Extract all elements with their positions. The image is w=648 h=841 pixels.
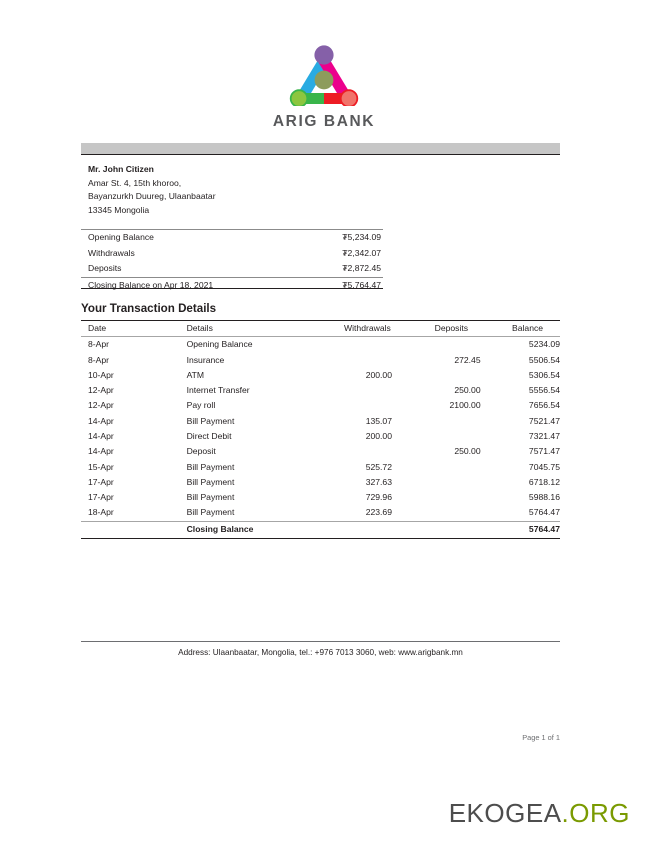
value-withdrawals: 135.07 (365, 415, 392, 426)
value-balance: 7656.54 (528, 400, 560, 411)
cell-details: Bill Payment (186, 415, 235, 426)
value-balance: 5506.54 (528, 354, 560, 365)
cell-deposits (428, 444, 505, 459)
value-deposits: 250.00 (454, 385, 481, 396)
cell-date: 15-Apr (88, 461, 114, 472)
value-withdrawals: 200.00 (365, 431, 392, 442)
value-balance: 7571.47 (528, 446, 560, 457)
cell-deposits (428, 459, 505, 474)
footer-divider (81, 641, 560, 642)
cell-details: Opening Balance (186, 339, 253, 350)
value-balance: 5988.16 (528, 492, 560, 503)
cell-details: Bill Payment (186, 476, 235, 487)
cell-balance (505, 368, 560, 383)
table-header-row (81, 321, 560, 337)
cell-date: 12-Apr (88, 400, 114, 411)
summary-row-closing-balance (81, 277, 383, 293)
summary-label: Withdrawals (88, 247, 135, 258)
cell-balance (505, 490, 560, 505)
summary-row-opening-balance (81, 230, 383, 246)
cell-deposits (428, 398, 505, 413)
cell-date: 17-Apr (88, 476, 114, 487)
cell-balance (505, 383, 560, 398)
value-balance: 6718.12 (528, 476, 560, 487)
cell-date: 8-Apr (88, 354, 110, 365)
header-divider-bar (81, 143, 560, 155)
bank-logo-block (0, 44, 648, 131)
value-balance: 7321.47 (528, 431, 560, 442)
column-header-withdrawals: Withdrawals (337, 321, 428, 337)
table-row (81, 398, 560, 413)
addressee-line-1: Amar St. 4, 15th khoroo, (88, 177, 182, 188)
table-row-closing-balance (81, 521, 560, 538)
cell-deposits (428, 475, 505, 490)
cell-withdrawals (337, 398, 428, 413)
addressee-block (88, 163, 408, 217)
summary-label: Opening Balance (88, 232, 154, 243)
cell-withdrawals (337, 459, 428, 474)
value-deposits: 250.00 (454, 446, 481, 457)
addressee-line-2: Bayanzurkh Duureg, Ulaanbaatar (88, 191, 216, 202)
transactions-body (81, 337, 560, 539)
table-row (81, 352, 560, 367)
cell-date: 12-Apr (88, 385, 114, 396)
value-withdrawals: 223.69 (365, 507, 392, 518)
cell-balance (505, 521, 560, 538)
cell-balance (505, 352, 560, 367)
cell-details: Deposit (186, 446, 216, 457)
summary-row-deposits (81, 261, 383, 277)
cell-details: Bill Payment (186, 507, 235, 518)
summary-amount: ₮5,234.09 (342, 232, 381, 243)
table-row (81, 429, 560, 444)
addressee-name: Mr. John Citizen (88, 164, 154, 174)
cell-date: 18-Apr (88, 507, 114, 518)
value-balance: 5306.54 (528, 369, 560, 380)
cell-withdrawals (337, 521, 428, 538)
value-withdrawals: 729.96 (365, 492, 392, 503)
value-deposits: 272.45 (454, 354, 481, 365)
table-row (81, 414, 560, 429)
cell-date: 10-Apr (88, 369, 114, 380)
summary-amount: ₮5,764.47 (303, 277, 383, 293)
cell-balance (505, 459, 560, 474)
summary-label: Deposits (88, 263, 122, 274)
summary-row-withdrawals (81, 246, 383, 262)
footer-contact-info: Address: Ulaanbaatar, Mongolia, tel.: +976 7013 3060, web: www.arigbank.mn (178, 648, 463, 657)
cell-details: Bill Payment (186, 461, 235, 472)
summary-label: Closing Balance on Apr 18, 2021 (81, 277, 303, 293)
watermark (449, 798, 630, 829)
cell-balance (505, 505, 560, 521)
cell-date: 14-Apr (88, 446, 114, 457)
cell-balance (505, 475, 560, 490)
table-row (81, 337, 560, 353)
cell-withdrawals (337, 368, 428, 383)
cell-deposits (428, 490, 505, 505)
cell-withdrawals (337, 490, 428, 505)
cell-deposits (428, 505, 505, 521)
cell-withdrawals (337, 414, 428, 429)
cell-withdrawals (337, 475, 428, 490)
value-balance: 5234.09 (528, 339, 560, 350)
cell-date: 14-Apr (88, 415, 114, 426)
cell-withdrawals (337, 337, 428, 353)
summary-amount: ₮2,872.45 (342, 263, 381, 274)
table-row (81, 490, 560, 505)
value-withdrawals: 525.72 (365, 461, 392, 472)
arig-bank-triangle-logo-icon (281, 44, 367, 106)
cell-date: 17-Apr (88, 492, 114, 503)
bank-wordmark: ARIG BANK (272, 113, 376, 130)
cell-withdrawals (337, 352, 428, 367)
table-row (81, 368, 560, 383)
cell-date: 8-Apr (88, 339, 110, 350)
cell-balance (505, 414, 560, 429)
table-row (81, 505, 560, 521)
watermark-suffix: .ORG (561, 798, 630, 828)
cell-deposits (428, 521, 505, 538)
balance-summary-table (81, 229, 383, 293)
value-deposits: 2100.00 (449, 400, 481, 411)
transactions-table (81, 320, 560, 539)
value-balance: 7521.47 (528, 415, 560, 426)
cell-details: Closing Balance (180, 521, 337, 538)
value-balance: 5556.54 (528, 385, 560, 396)
cell-withdrawals (337, 383, 428, 398)
column-header-deposits: Deposits (428, 321, 505, 337)
value-balance: 5764.47 (528, 524, 560, 535)
cell-details: Pay roll (186, 400, 216, 411)
cell-details: Insurance (186, 354, 225, 365)
cell-deposits (428, 383, 505, 398)
value-withdrawals: 200.00 (365, 369, 392, 380)
column-header-date: Date (81, 321, 180, 337)
page-number: Page 1 of 1 (522, 733, 560, 742)
value-balance: 7045.75 (528, 461, 560, 472)
cell-deposits (428, 368, 505, 383)
cell-withdrawals (337, 505, 428, 521)
table-row (81, 459, 560, 474)
table-row (81, 475, 560, 490)
cell-withdrawals (337, 444, 428, 459)
cell-balance (505, 444, 560, 459)
table-row (81, 444, 560, 459)
watermark-primary: EKOGEA (448, 798, 562, 828)
cell-date (81, 521, 180, 538)
column-header-balance: Balance (505, 321, 560, 337)
transactions-heading: Your Transaction Details (81, 302, 217, 315)
cell-deposits (428, 429, 505, 444)
cell-balance (505, 337, 560, 353)
summary-amount: ₮2,342.07 (342, 247, 381, 258)
summary-bottom-rule (81, 288, 383, 289)
cell-deposits (428, 352, 505, 367)
cell-details: Direct Debit (186, 431, 232, 442)
cell-balance (505, 429, 560, 444)
value-balance: 5764.47 (528, 507, 560, 518)
table-row (81, 383, 560, 398)
cell-deposits (428, 337, 505, 353)
column-header-details: Details (180, 321, 337, 337)
cell-date: 14-Apr (88, 431, 114, 442)
addressee-line-3: 13345 Mongolia (88, 204, 150, 215)
value-withdrawals: 327.63 (365, 476, 392, 487)
cell-balance (505, 398, 560, 413)
cell-details: Internet Transfer (186, 385, 250, 396)
cell-withdrawals (337, 429, 428, 444)
cell-details: ATM (186, 369, 205, 380)
cell-deposits (428, 414, 505, 429)
cell-details: Bill Payment (186, 492, 235, 503)
